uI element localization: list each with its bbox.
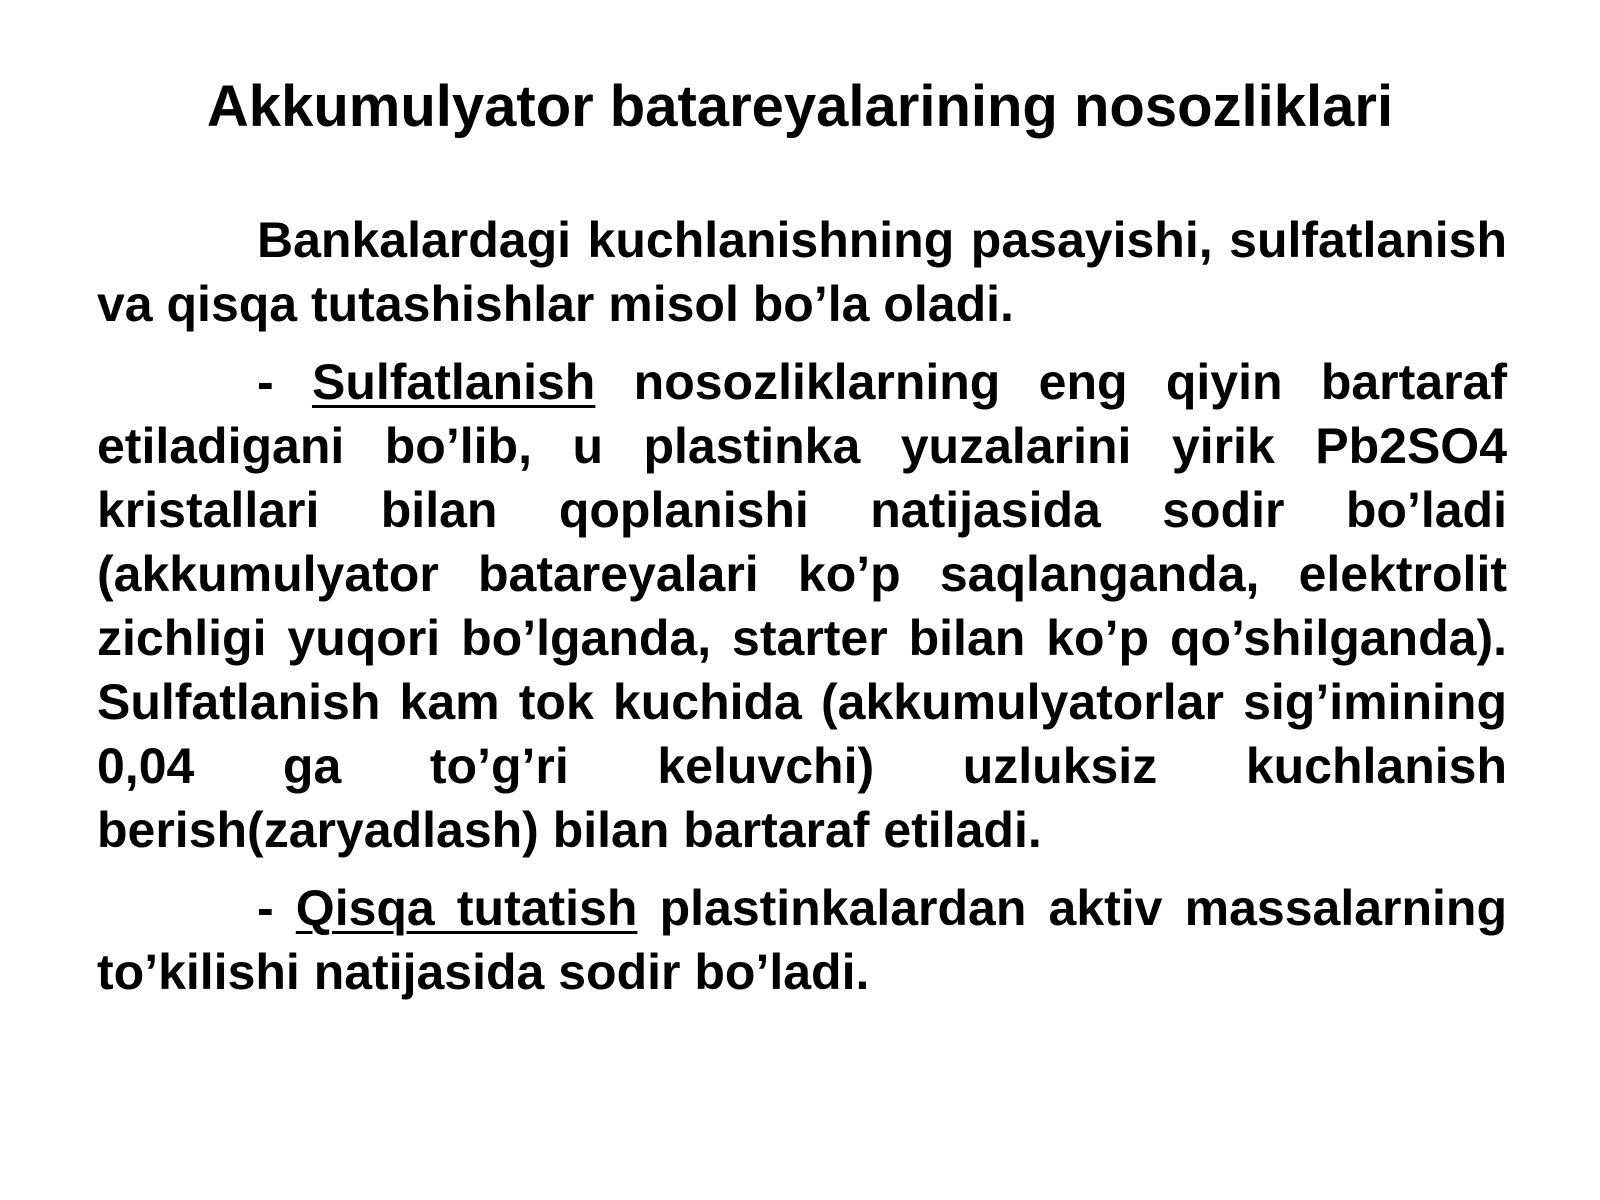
paragraph-sulfation-text: nosozliklarning eng qiyin bartaraf etiladigani bo’lib, u plastinka yuzalarini yirik Pb2SO4 kristallari bilan qoplanishi natijasida sodir bo’ladi (akkumulyator batareyalari ko’p saqlanganda, elektrolit zichligi yuqori bo’lganda, starter bilan ko’p qo’shilganda). Sulfatlanish kam tok kuchida (akkumulyatorlar sig’imining 0,04 ga to’g’ri keluvchi) uzluksiz kuchlanish berish(zaryadlash) bilan bartaraf etiladi. (97, 354, 1508, 858)
slide-title: Akkumulyator batareyalarining nosozliklari (206, 74, 1394, 139)
bullet-dash: - (257, 880, 296, 936)
term-sulfatlanish: Sulfatlanish (311, 354, 596, 410)
slide-body (97, 208, 1507, 1004)
paragraph-short-circuit-text: plastinkalardan aktiv massalarning to’kilishi natijasida sodir bo’ladi. (97, 880, 1507, 1000)
term-qisqa-tutatish: Qisqa tutatish (295, 880, 638, 936)
bullet-dash: - (257, 354, 312, 410)
paragraph-short-circuit (97, 876, 1507, 1004)
paragraph-intro-text: Bankalardagi kuchlanishning pasayishi, sulfatlanish va qisqa tutashishlar misol bo’la oladi. (97, 212, 1507, 332)
paragraph-sulfation (97, 350, 1507, 862)
paragraph-intro (97, 208, 1507, 336)
